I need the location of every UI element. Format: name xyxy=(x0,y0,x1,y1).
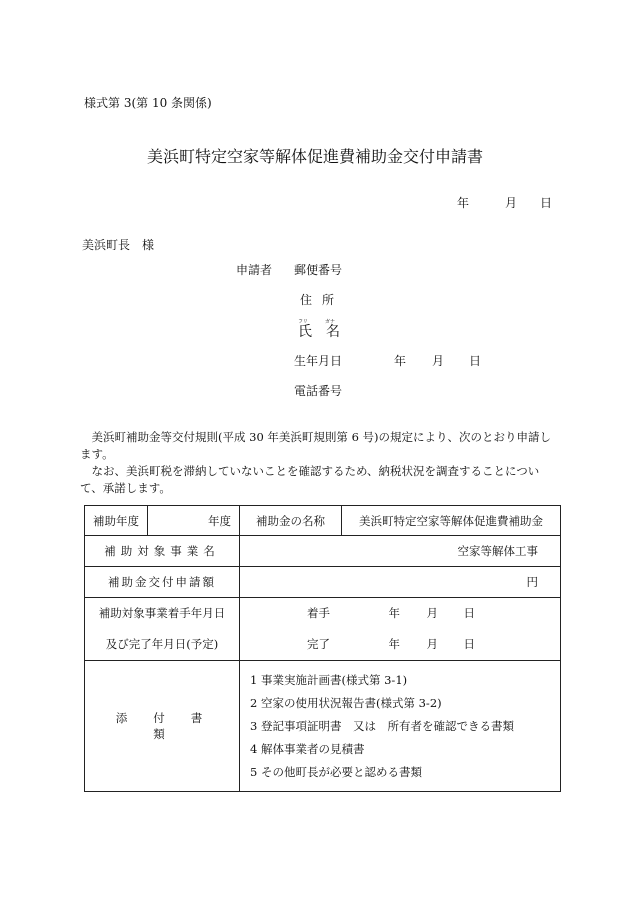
postal-code-label: 郵便番号 xyxy=(294,263,343,277)
attachment-item: 4 解体事業者の見積書 xyxy=(250,741,365,756)
name-furigana-label: ガナ xyxy=(325,319,336,325)
name-furigana-label: フリ xyxy=(298,319,308,325)
attachment-item: 1 事業実施計画書(様式第 3-1) xyxy=(250,672,408,687)
start-month-label: 月 xyxy=(426,606,438,620)
date-of-birth-label: 生年月日 xyxy=(294,354,343,368)
addressee: 美浜町長 様 xyxy=(82,238,155,252)
fiscal-year-field[interactable] xyxy=(148,506,240,536)
project-period-label-line: 及び完了年月日(予定) xyxy=(105,637,219,651)
attachment-item: 2 空家の使用状況報告書(様式第 3-2) xyxy=(250,695,442,710)
start-day-label: 日 xyxy=(463,606,475,620)
dob-month-label: 月 xyxy=(432,354,445,368)
notice-text xyxy=(80,429,558,497)
address-label: 住所 xyxy=(300,293,345,307)
end-date-row xyxy=(240,629,560,660)
amount-field[interactable] xyxy=(240,567,561,598)
form-number: 様式第 3(第 10 条関係) xyxy=(84,96,212,110)
attachment-item: 5 その他町長が必要と認める書類 xyxy=(250,764,422,779)
date-day-label: 日 xyxy=(540,196,553,210)
project-period-label-line: 補助対象事業着手年月日 xyxy=(98,606,226,620)
application-table xyxy=(84,505,561,792)
end-label: 完了 xyxy=(307,637,330,651)
amount-unit: 円 xyxy=(526,575,538,589)
start-label: 着手 xyxy=(307,606,330,620)
end-year-label: 年 xyxy=(388,637,400,651)
applicant-label: 申請者 xyxy=(236,263,273,277)
project-name-value: 空家等解体工事 xyxy=(240,536,561,567)
fiscal-year-label: 補助年度 xyxy=(85,506,148,536)
subsidy-name-label: 補助金の名称 xyxy=(240,506,342,536)
start-year-label: 年 xyxy=(388,606,400,620)
attachment-item: 3 登記事項証明書 又は 所有者を確認できる書類 xyxy=(250,718,514,733)
amount-label: 補助金交付申請額 xyxy=(85,567,240,598)
notice-paragraph: なお、美浜町税を滞納していないことを確認するため、納税状況を調査することについて、承諾します。 xyxy=(80,464,540,495)
subsidy-name-value: 美浜町特定空家等解体促進費補助金 xyxy=(342,506,561,536)
name-label: 氏名 xyxy=(298,324,354,340)
fiscal-year-suffix: 年度 xyxy=(208,513,231,528)
phone-number-label: 電話番号 xyxy=(294,384,343,398)
dob-year-label: 年 xyxy=(394,354,407,368)
end-month-label: 月 xyxy=(426,637,438,651)
dob-day-label: 日 xyxy=(469,354,482,368)
project-name-label: 補助対象事業名 xyxy=(85,536,240,567)
date-year-label: 年 xyxy=(457,196,470,210)
notice-paragraph: 美浜町補助金等交付規則(平成 30 年美浜町規則第 6 号)の規定により、次のとおり申請します。 xyxy=(80,430,552,461)
start-date-row xyxy=(240,598,560,629)
document-title: 美浜町特定空家等解体促進費補助金交付申請書 xyxy=(146,147,483,166)
project-period-label xyxy=(85,598,240,661)
end-day-label: 日 xyxy=(463,637,475,651)
project-period-field[interactable] xyxy=(240,598,561,661)
attachments-list xyxy=(240,661,561,792)
attachments-label: 添付書類 xyxy=(85,661,240,792)
date-month-label: 月 xyxy=(505,196,518,210)
